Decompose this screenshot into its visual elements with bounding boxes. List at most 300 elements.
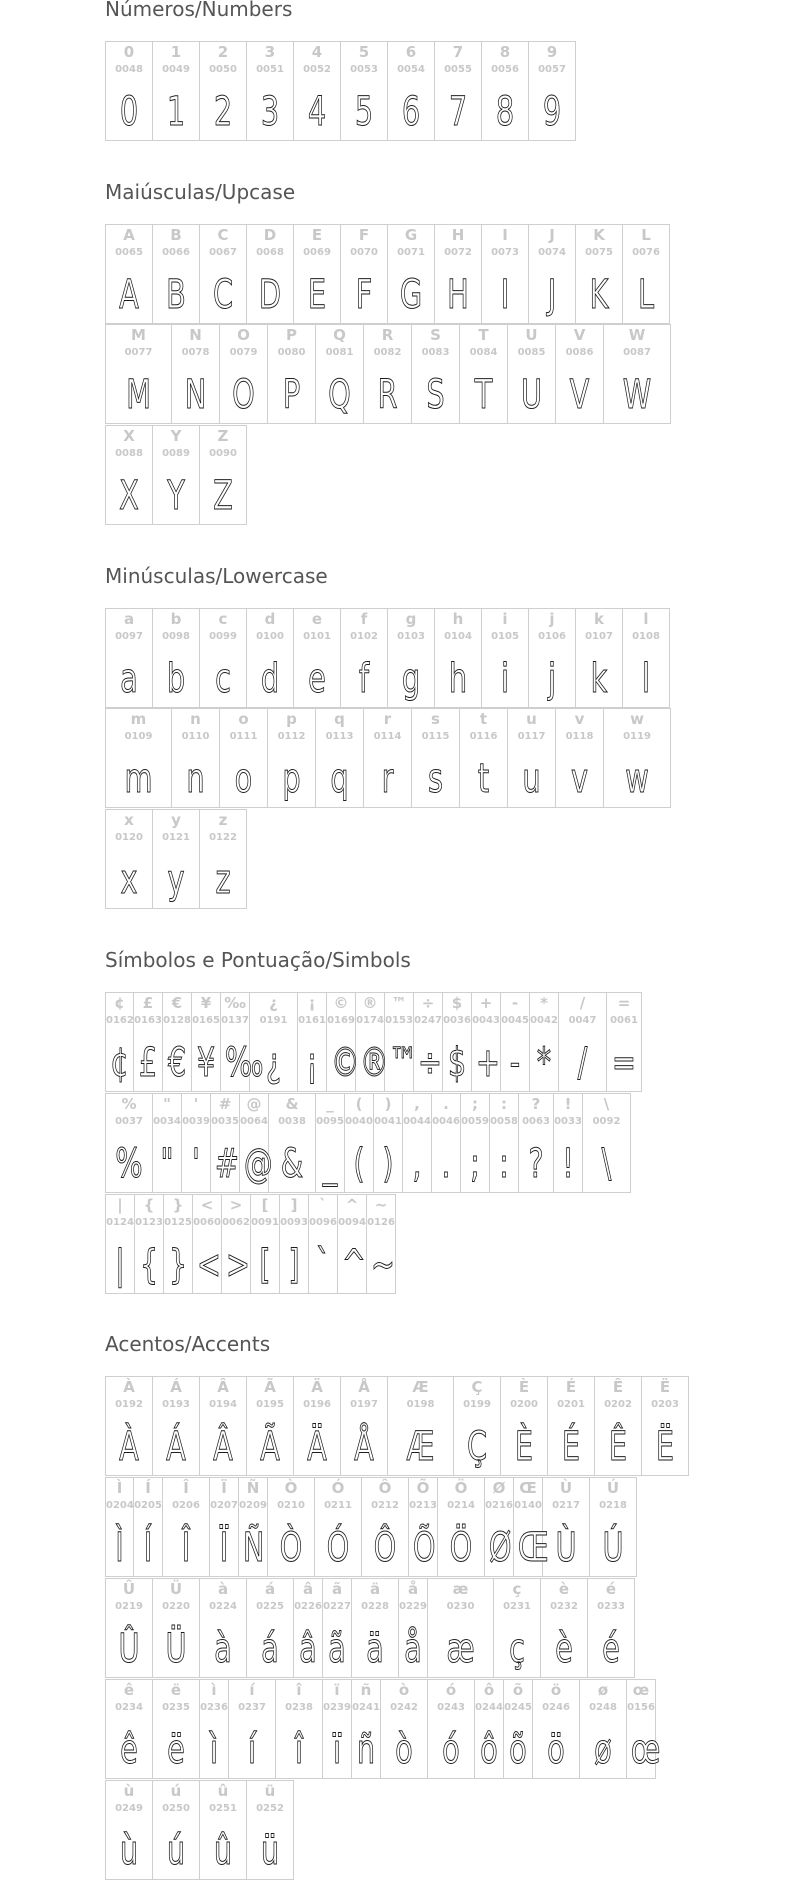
glyph-cell-0196: [294, 1376, 341, 1476]
glyph-code-label: 0251: [209, 1803, 237, 1814]
glyph-cell-0118: [556, 708, 604, 808]
glyph-cell-0084: [460, 324, 508, 424]
glyph-char-label: Ø: [492, 1479, 506, 1497]
glyph-sample: é: [602, 1626, 620, 1672]
glyph-sample: Ç: [466, 1424, 488, 1470]
glyph-char-label: s: [431, 710, 440, 728]
glyph-char-label: k: [594, 610, 604, 628]
glyph-cell-0156: [627, 1679, 661, 1779]
glyph-sample: 3: [260, 89, 280, 135]
glyph-cell-0086: [556, 324, 604, 424]
glyph-code-label: 0067: [209, 247, 237, 258]
glyph-sample: ©: [330, 1040, 360, 1086]
glyph-sample: `: [315, 1242, 331, 1288]
glyph-char-label: Â: [217, 1378, 229, 1396]
glyph-cell-0209: [239, 1477, 268, 1577]
glyph-row-accents-2: [105, 1477, 637, 1577]
glyph-char-label: p: [286, 710, 297, 728]
glyph-code-label: 0059: [461, 1116, 489, 1127]
glyph-cell-0117: [508, 708, 556, 808]
glyph-code-label: 0124: [106, 1217, 134, 1228]
glyph-char-label: $: [451, 994, 463, 1012]
glyph-char-label: ;: [472, 1095, 478, 1113]
glyph-code-label: 0239: [323, 1702, 351, 1713]
glyph-code-label: 0213: [409, 1500, 437, 1511]
glyph-sample: 6: [401, 89, 421, 135]
glyph-char-label: ò: [398, 1681, 410, 1699]
glyph-code-label: 0207: [210, 1500, 238, 1511]
glyph-cell-0067: [200, 224, 247, 324]
glyph-char-label: O: [237, 326, 250, 344]
glyph-row-accents-3: [105, 1578, 635, 1678]
glyph-code-label: 0241: [352, 1702, 380, 1713]
glyph-sample: f: [358, 656, 370, 702]
glyph-cell-0046: [432, 1093, 461, 1193]
glyph-char-label: x: [124, 811, 134, 829]
glyph-char-label: m: [130, 710, 147, 728]
glyph-cell-0112: [268, 708, 316, 808]
glyph-char-label: c: [218, 610, 228, 628]
glyph-char-label: ø: [597, 1681, 609, 1699]
glyph-sample: G: [399, 272, 423, 318]
glyph-char-label: U: [525, 326, 538, 344]
glyph-cell-0108: [623, 608, 670, 708]
glyph-cell-0099: [200, 608, 247, 708]
glyph-code-label: 0194: [209, 1399, 237, 1410]
glyph-char-label: æ: [452, 1580, 469, 1598]
glyph-sample: Â: [213, 1424, 233, 1470]
glyph-char-label: R: [381, 326, 394, 344]
glyph-sample: p: [282, 756, 301, 802]
glyph-code-label: 0083: [421, 347, 450, 358]
glyph-sample: ¡: [306, 1040, 318, 1086]
glyph-code-label: 0100: [256, 631, 284, 642]
glyph-char-label: À: [123, 1378, 135, 1396]
glyph-sample: ê: [120, 1727, 138, 1773]
glyph-sample: 4: [307, 89, 327, 135]
glyph-sample: B: [166, 272, 186, 318]
glyph-char-label: ?: [531, 1095, 541, 1113]
glyph-code-label: 0210: [277, 1500, 305, 1511]
glyph-cell-0162: [106, 992, 134, 1092]
glyph-char-label: h: [452, 610, 464, 628]
glyph-code-label: 0119: [623, 731, 651, 742]
glyph-code-label: 0232: [550, 1601, 578, 1612]
glyph-sample: @: [243, 1141, 273, 1187]
glyph-cell-0116: [460, 708, 508, 808]
glyph-char-label: ü: [264, 1782, 276, 1800]
glyph-cell-0094: [338, 1194, 367, 1294]
glyph-sample: ¿: [265, 1040, 282, 1086]
glyph-char-label: ¡: [308, 994, 316, 1012]
glyph-code-label: 0218: [599, 1500, 627, 1511]
glyph-code-label: 0106: [538, 631, 566, 642]
glyph-cell-0200: [501, 1376, 548, 1476]
glyph-char-label: î: [296, 1681, 302, 1699]
glyph-sample: W: [622, 372, 652, 418]
glyph-sample: y: [167, 857, 185, 903]
glyph-char-label: Æ: [412, 1378, 429, 1396]
glyph-cell-0049: [153, 41, 200, 141]
glyph-char-label: @: [246, 1095, 262, 1113]
glyph-code-label: 0051: [256, 64, 284, 75]
glyph-row-accents-1: [105, 1376, 689, 1476]
glyph-char-label: [: [261, 1196, 269, 1214]
glyph-cell-0128: [163, 992, 192, 1092]
glyph-sample: E: [307, 272, 327, 318]
glyph-cell-0063: [519, 1093, 554, 1193]
glyph-sample: ç: [509, 1626, 525, 1672]
glyph-sample: ~: [370, 1242, 396, 1288]
glyph-code-label: 0209: [239, 1500, 267, 1511]
glyph-cell-0250: [153, 1780, 200, 1880]
glyph-cell-0246: [533, 1679, 580, 1779]
glyph-cell-0041: [374, 1093, 403, 1193]
glyph-sample: 1: [166, 89, 186, 135]
glyph-char-label: _: [326, 1095, 334, 1113]
glyph-code-label: 0078: [181, 347, 210, 358]
glyph-char-label: 8: [499, 43, 511, 61]
glyph-sample: |: [115, 1242, 125, 1288]
glyph-cell-0038: [269, 1093, 316, 1193]
glyph-sample: Õ: [412, 1525, 436, 1571]
glyph-code-label: 0075: [585, 247, 613, 258]
glyph-sample: :: [499, 1141, 509, 1187]
glyph-char-label: j: [549, 610, 555, 628]
glyph-sample: +: [475, 1040, 501, 1086]
glyph-char-label: Õ: [416, 1479, 430, 1497]
glyph-char-label: Û: [122, 1580, 136, 1598]
glyph-char-label: r: [383, 710, 392, 728]
glyph-sample: x: [120, 857, 138, 903]
glyph-sample: M: [126, 372, 151, 418]
glyph-cell-0071: [388, 224, 435, 324]
glyph-code-label: 0092: [592, 1116, 621, 1127]
glyph-code-label: 0115: [421, 731, 450, 742]
glyph-sample: ': [192, 1141, 200, 1187]
glyph-char-label: Q: [333, 326, 346, 344]
glyph-char-label: í: [249, 1681, 255, 1699]
glyph-char-label: .: [443, 1095, 449, 1113]
glyph-cell-0245: [504, 1679, 533, 1779]
glyph-cell-0249: [106, 1780, 153, 1880]
glyph-char-label: D: [263, 226, 277, 244]
glyph-sample: Ñ: [242, 1525, 265, 1571]
glyph-code-label: 0156: [627, 1702, 655, 1713]
glyph-cell-0251: [200, 1780, 247, 1880]
glyph-code-label: 0085: [517, 347, 546, 358]
glyph-code-label: 0058: [490, 1116, 518, 1127]
glyph-char-label: ö: [550, 1681, 562, 1699]
glyph-char-label: }: [172, 1196, 184, 1214]
glyph-cell-0104: [435, 608, 482, 708]
glyph-code-label: 0137: [221, 1015, 249, 1026]
glyph-code-label: 0203: [651, 1399, 679, 1410]
glyph-code-label: 0084: [469, 347, 498, 358]
glyph-char-label: Z: [217, 427, 229, 445]
glyph-row-lowercase-3: [105, 809, 247, 909]
glyph-cell-0194: [200, 1376, 247, 1476]
glyph-sample: d: [260, 656, 280, 702]
glyph-sample: ?: [528, 1141, 544, 1187]
glyph-sample: Å: [354, 1424, 374, 1470]
glyph-char-label: ä: [369, 1580, 381, 1598]
glyph-cell-0059: [461, 1093, 490, 1193]
glyph-code-label: 0057: [538, 64, 566, 75]
glyph-char-label: i: [502, 610, 508, 628]
glyph-sample: ^: [341, 1242, 367, 1288]
glyph-cell-0238: [276, 1679, 323, 1779]
glyph-sample: ]: [288, 1242, 300, 1288]
glyph-cell-0195: [247, 1376, 294, 1476]
glyph-code-label: 0099: [209, 631, 237, 642]
glyph-code-label: 0038: [278, 1116, 306, 1127]
glyph-sample: Ô: [373, 1525, 397, 1571]
glyph-code-label: 0116: [469, 731, 498, 742]
glyph-char-label: â: [302, 1580, 314, 1598]
glyph-cell-0247: [414, 992, 443, 1092]
glyph-cell-0234: [106, 1679, 153, 1779]
glyph-cell-0174: [356, 992, 389, 1092]
glyph-code-label: 0226: [294, 1601, 322, 1612]
glyph-sample: ñ: [356, 1727, 376, 1773]
glyph-cell-0244: [475, 1679, 504, 1779]
glyph-sample: Í: [143, 1525, 153, 1571]
glyph-cell-0231: [494, 1578, 541, 1678]
glyph-cell-0111: [220, 708, 268, 808]
glyph-sample: T: [474, 372, 493, 418]
glyph-cell-0218: [590, 1477, 637, 1577]
glyph-code-label: 0108: [632, 631, 660, 642]
glyph-sample: (: [353, 1141, 365, 1187]
glyph-cell-0233: [588, 1578, 635, 1678]
glyph-cell-0202: [595, 1376, 642, 1476]
glyph-char-label: F: [358, 226, 370, 244]
glyph-sample: ì: [209, 1727, 219, 1773]
glyph-code-label: 0231: [503, 1601, 531, 1612]
glyph-cell-0137: [221, 992, 264, 1092]
glyph-code-label: 0244: [475, 1702, 503, 1713]
glyph-code-label: 0212: [371, 1500, 399, 1511]
glyph-sample: Ï: [219, 1525, 229, 1571]
glyph-cell-0055: [435, 41, 482, 141]
glyph-sample: .: [441, 1141, 451, 1187]
glyph-char-label: t: [479, 710, 488, 728]
glyph-cell-0052: [294, 41, 341, 141]
glyph-char-label: o: [238, 710, 249, 728]
glyph-sample: >: [225, 1242, 251, 1288]
glyph-code-label: 0219: [115, 1601, 143, 1612]
glyph-char-label: å: [407, 1580, 419, 1598]
glyph-sample: H: [447, 272, 469, 318]
glyph-cell-0066: [153, 224, 200, 324]
glyph-code-label: 0102: [350, 631, 378, 642]
glyph-sample: Ø: [488, 1525, 512, 1571]
glyph-char-label: Á: [170, 1378, 182, 1396]
glyph-cell-0075: [576, 224, 623, 324]
glyph-code-label: 0140: [514, 1500, 542, 1511]
glyph-code-label: 0125: [164, 1217, 192, 1228]
glyph-char-label: é: [605, 1580, 617, 1598]
glyph-sample: N: [184, 372, 207, 418]
glyph-char-label: g: [405, 610, 417, 628]
glyph-sample: À: [119, 1424, 139, 1470]
glyph-sample: ü: [260, 1828, 280, 1874]
glyph-sample: C: [212, 272, 234, 318]
section-title-numbers: Números/Numbers: [105, 0, 293, 21]
glyph-cell-0165: [192, 992, 221, 1092]
glyph-code-label: 0037: [115, 1116, 143, 1127]
glyph-cell-0106: [529, 608, 576, 708]
glyph-char-label: (: [355, 1095, 363, 1113]
glyph-sample: [: [259, 1242, 271, 1288]
glyph-sample: a: [120, 656, 138, 702]
glyph-char-label: Ô: [378, 1479, 392, 1497]
glyph-cell-0206: [163, 1477, 210, 1577]
glyph-cell-0037: [106, 1093, 153, 1193]
glyph-code-label: 0073: [491, 247, 519, 258]
glyph-char-label: A: [123, 226, 135, 244]
glyph-sample: è: [555, 1626, 573, 1672]
glyph-cell-0214: [438, 1477, 485, 1577]
glyph-cell-0110: [172, 708, 220, 808]
glyph-sample: z: [215, 857, 231, 903]
glyph-code-label: 0245: [504, 1702, 532, 1713]
glyph-cell-0072: [435, 224, 482, 324]
glyph-code-label: 0111: [229, 731, 258, 742]
glyph-cell-0229: [399, 1578, 428, 1678]
glyph-sample: =: [611, 1040, 637, 1086]
glyph-sample: ò: [395, 1727, 413, 1773]
glyph-sample: ä: [366, 1626, 384, 1672]
glyph-code-label: 0192: [115, 1399, 143, 1410]
glyph-sample: ‰: [224, 1040, 264, 1086]
glyph-code-label: 0161: [298, 1015, 326, 1026]
glyph-cell-0241: [352, 1679, 381, 1779]
glyph-cell-0058: [490, 1093, 519, 1193]
glyph-code-label: 0066: [162, 247, 190, 258]
glyph-char-label: -: [511, 994, 519, 1012]
glyph-code-label: 0248: [589, 1702, 617, 1713]
glyph-cell-0069: [294, 224, 341, 324]
glyph-char-label: û: [217, 1782, 229, 1800]
glyph-code-label: 0056: [491, 64, 519, 75]
glyph-char-label: Ö: [454, 1479, 468, 1497]
glyph-char-label: Å: [358, 1378, 370, 1396]
glyph-char-label: {: [143, 1196, 155, 1214]
glyph-cell-0216: [485, 1477, 514, 1577]
glyph-char-label: ó: [445, 1681, 457, 1699]
glyph-code-label: 0243: [437, 1702, 465, 1713]
glyph-char-label: Ë: [659, 1378, 671, 1396]
glyph-cell-0125: [164, 1194, 193, 1294]
glyph-code-label: 0204: [106, 1500, 134, 1511]
glyph-code-label: 0217: [552, 1500, 580, 1511]
glyph-code-label: 0205: [134, 1500, 162, 1511]
glyph-code-label: 0060: [193, 1217, 221, 1228]
glyph-code-label: 0233: [597, 1601, 625, 1612]
glyph-char-label: ™: [391, 994, 407, 1012]
glyph-char-label: #: [218, 1095, 232, 1113]
glyph-sample: 8: [495, 89, 515, 135]
glyph-code-label: 0035: [211, 1116, 239, 1127]
glyph-code-label: 0214: [447, 1500, 475, 1511]
glyph-code-label: 0112: [277, 731, 306, 742]
glyph-sample: à: [214, 1626, 232, 1672]
glyph-cell-0090: [200, 425, 247, 525]
glyph-char-label: q: [334, 710, 345, 728]
glyph-cell-0065: [106, 224, 153, 324]
glyph-char-label: ô: [483, 1681, 495, 1699]
glyph-sample: h: [448, 656, 468, 702]
glyph-char-label: Ü: [169, 1580, 183, 1598]
glyph-code-label: 0068: [256, 247, 284, 258]
glyph-char-label: ÷: [421, 994, 435, 1012]
glyph-cell-0085: [508, 324, 556, 424]
glyph-sample: ë: [167, 1727, 185, 1773]
glyph-char-label: ": [163, 1095, 171, 1113]
glyph-sample: 9: [542, 89, 562, 135]
glyph-char-label: ): [384, 1095, 392, 1113]
glyph-code-label: 0195: [256, 1399, 284, 1410]
glyph-sample: K: [589, 272, 609, 318]
glyph-code-label: 0082: [373, 347, 402, 358]
glyph-cell-0205: [134, 1477, 163, 1577]
glyph-char-label: B: [170, 226, 182, 244]
glyph-cell-0062: [222, 1194, 251, 1294]
glyph-sample: Ó: [326, 1525, 350, 1571]
glyph-row-symbols-3: [105, 1194, 396, 1294]
glyph-sample: o: [234, 756, 253, 802]
glyph-cell-0211: [315, 1477, 362, 1577]
glyph-sample: v: [570, 756, 589, 802]
glyph-sample: b: [166, 656, 186, 702]
glyph-code-label: 0227: [323, 1601, 351, 1612]
glyph-cell-0048: [106, 41, 153, 141]
glyph-cell-0248: [580, 1679, 627, 1779]
glyph-cell-0045: [501, 992, 530, 1092]
glyph-char-label: Ã: [264, 1378, 276, 1396]
glyph-char-label: ~: [374, 1196, 388, 1214]
glyph-sample: £: [138, 1040, 158, 1086]
glyph-row-upcase-1: [105, 224, 670, 324]
glyph-char-label: w: [630, 710, 644, 728]
glyph-sample: R: [377, 372, 398, 418]
glyph-cell-0080: [268, 324, 316, 424]
glyph-code-label: 0071: [397, 247, 425, 258]
glyph-char-label: ¿: [269, 994, 278, 1012]
glyph-char-label: !: [564, 1095, 572, 1113]
glyph-sample: Ë: [655, 1424, 675, 1470]
glyph-row-symbols-1: [105, 992, 642, 1092]
glyph-code-label: 0087: [623, 347, 651, 358]
glyph-code-label: 0153: [385, 1015, 413, 1026]
glyph-sample: Ú: [602, 1525, 624, 1571]
glyph-sample: Ê: [608, 1424, 628, 1470]
glyph-sample: }: [168, 1242, 188, 1288]
glyph-cell-0095: [316, 1093, 345, 1193]
glyph-sample: î: [294, 1727, 304, 1773]
glyph-code-label: 0193: [162, 1399, 190, 1410]
glyph-sample: 2: [213, 89, 233, 135]
glyph-sample: Ü: [165, 1626, 187, 1672]
glyph-sample: Œ: [517, 1525, 549, 1571]
glyph-char-label: è: [558, 1580, 570, 1598]
glyph-sample: #: [214, 1141, 240, 1187]
glyph-row-lowercase-2: [105, 708, 671, 808]
glyph-char-label: Ó: [331, 1479, 345, 1497]
glyph-cell-0034: [153, 1093, 182, 1193]
